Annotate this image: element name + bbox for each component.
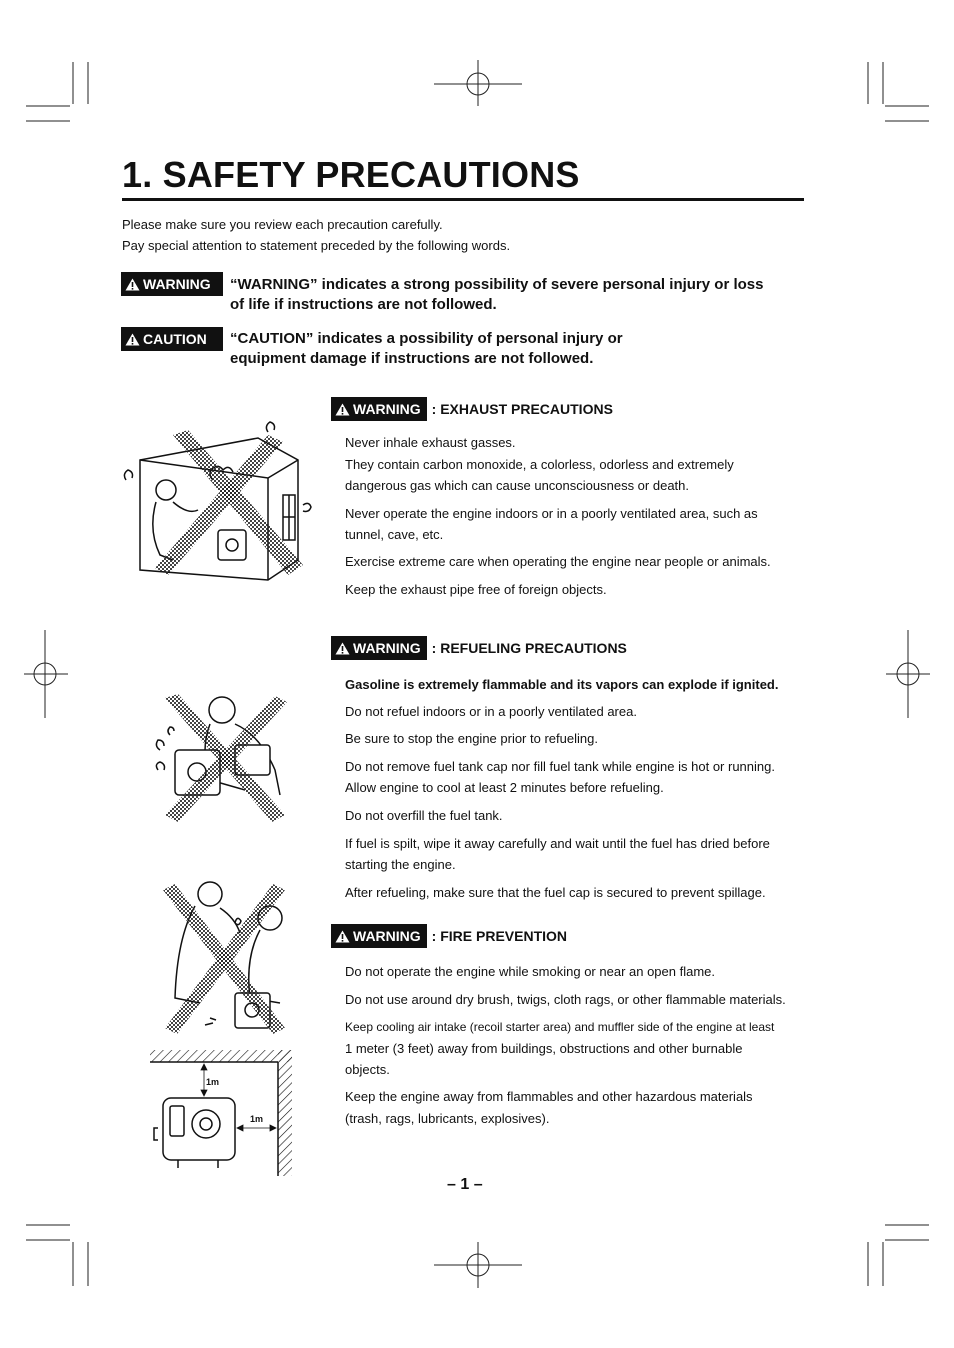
warning-badge — [121, 272, 223, 296]
exhaust-section-title: : EXHAUST PRECAUTIONS — [431, 401, 613, 417]
fire-paragraph: Do not use around dry brush, twigs, cloth rags, or other flammable materials. — [345, 992, 786, 1007]
definition-line: “CAUTION” indicates a possibility of personal injury or — [230, 330, 623, 347]
page-title: 1. SAFETY PRECAUTIONS — [122, 154, 804, 201]
fire-paragraph: Keep the engine away from flammables and other hazardous materials — [345, 1089, 753, 1104]
warning-badge — [331, 924, 427, 948]
exhaust-paragraph: Exercise extreme care when operating the engine near people or animals. — [345, 554, 771, 569]
warning-badge — [331, 397, 427, 421]
refueling-paragraph: Do not refuel indoors or in a poorly ventilated area. — [345, 704, 637, 719]
refueling-illustration — [150, 690, 295, 825]
warning-triangle-icon — [125, 278, 140, 291]
exhaust-paragraph: tunnel, cave, etc. — [345, 527, 444, 542]
definition-line: equipment damage if instructions are not followed. — [230, 350, 594, 367]
exhaust-paragraph: They contain carbon monoxide, a colorless, odorless and extremely — [345, 457, 734, 472]
fire-section-header — [331, 924, 567, 948]
refueling-paragraph: Gasoline is extremely flammable and its vapors can explode if ignited. — [345, 677, 779, 692]
warning-triangle-icon — [335, 642, 350, 655]
exhaust-paragraph: Never operate the engine indoors or in a poorly ventilated area, such as — [345, 506, 758, 521]
caution-badge — [121, 327, 223, 351]
refueling-paragraph: Do not remove fuel tank cap nor fill fuel tank while engine is hot or running. — [345, 759, 775, 774]
warning-triangle-icon — [335, 403, 350, 416]
caution-label: CAUTION — [143, 331, 207, 347]
exhaust-paragraph: Keep the exhaust pipe free of foreign objects. — [345, 582, 607, 597]
exhaust-section-header — [331, 397, 613, 421]
refueling-section-title: : REFUELING PRECAUTIONS — [431, 640, 627, 656]
warning-label: WARNING — [353, 640, 421, 656]
refueling-paragraph: starting the engine. — [345, 857, 456, 872]
fire-paragraph: (trash, rags, lubricants, explosives). — [345, 1111, 550, 1126]
warning-triangle-icon — [335, 930, 350, 943]
refueling-paragraph: Allow engine to cool at least 2 minutes before refueling. — [345, 780, 664, 795]
warning-label: WARNING — [353, 928, 421, 944]
exhaust-illustration — [118, 420, 323, 585]
definition-line: of life if instructions are not followed. — [230, 296, 497, 313]
fire-paragraph: 1 meter (3 feet) away from buildings, obstructions and other burnable — [345, 1041, 743, 1056]
caution-definition — [230, 329, 623, 369]
exhaust-paragraph: Never inhale exhaust gasses. — [345, 435, 516, 450]
refueling-paragraph: Do not overfill the fuel tank. — [345, 808, 503, 823]
intro-line: Pay special attention to statement preceded by the following words. — [122, 238, 511, 253]
refueling-paragraph: After refueling, make sure that the fuel cap is secured to prevent spillage. — [345, 885, 766, 900]
clearance-label-side: 1m — [250, 1114, 264, 1124]
fire-paragraph: objects. — [345, 1062, 390, 1077]
page-number: – 1 – — [447, 1176, 483, 1193]
fire-paragraph: Keep cooling air intake (recoil starter area) and muffler side of the engine at least — [345, 1020, 775, 1034]
fire-paragraph: Do not operate the engine while smoking or near an open flame. — [345, 964, 716, 979]
fire-section-title: : FIRE PREVENTION — [431, 928, 568, 944]
clearance-label-top: 1m — [206, 1077, 220, 1087]
intro-text — [122, 214, 510, 256]
refueling-paragraph: If fuel is spilt, wipe it away carefully and wait until the fuel has dried before — [345, 836, 770, 851]
exhaust-paragraph: dangerous gas which can cause unconsciousness or death. — [345, 478, 689, 493]
warning-badge — [331, 636, 427, 660]
refueling-paragraph: Be sure to stop the engine prior to refueling. — [345, 731, 598, 746]
definition-line: “WARNING” indicates a strong possibility of severe personal injury or loss — [230, 276, 764, 293]
warning-label: WARNING — [143, 276, 211, 292]
smoking-illustration — [155, 878, 295, 1038]
refueling-section-header — [331, 636, 627, 660]
clearance-diagram — [148, 1048, 296, 1178]
intro-line: Please make sure you review each precaution carefully. — [122, 217, 443, 232]
warning-triangle-icon — [125, 333, 140, 346]
warning-label: WARNING — [353, 401, 421, 417]
warning-definition — [230, 275, 763, 315]
